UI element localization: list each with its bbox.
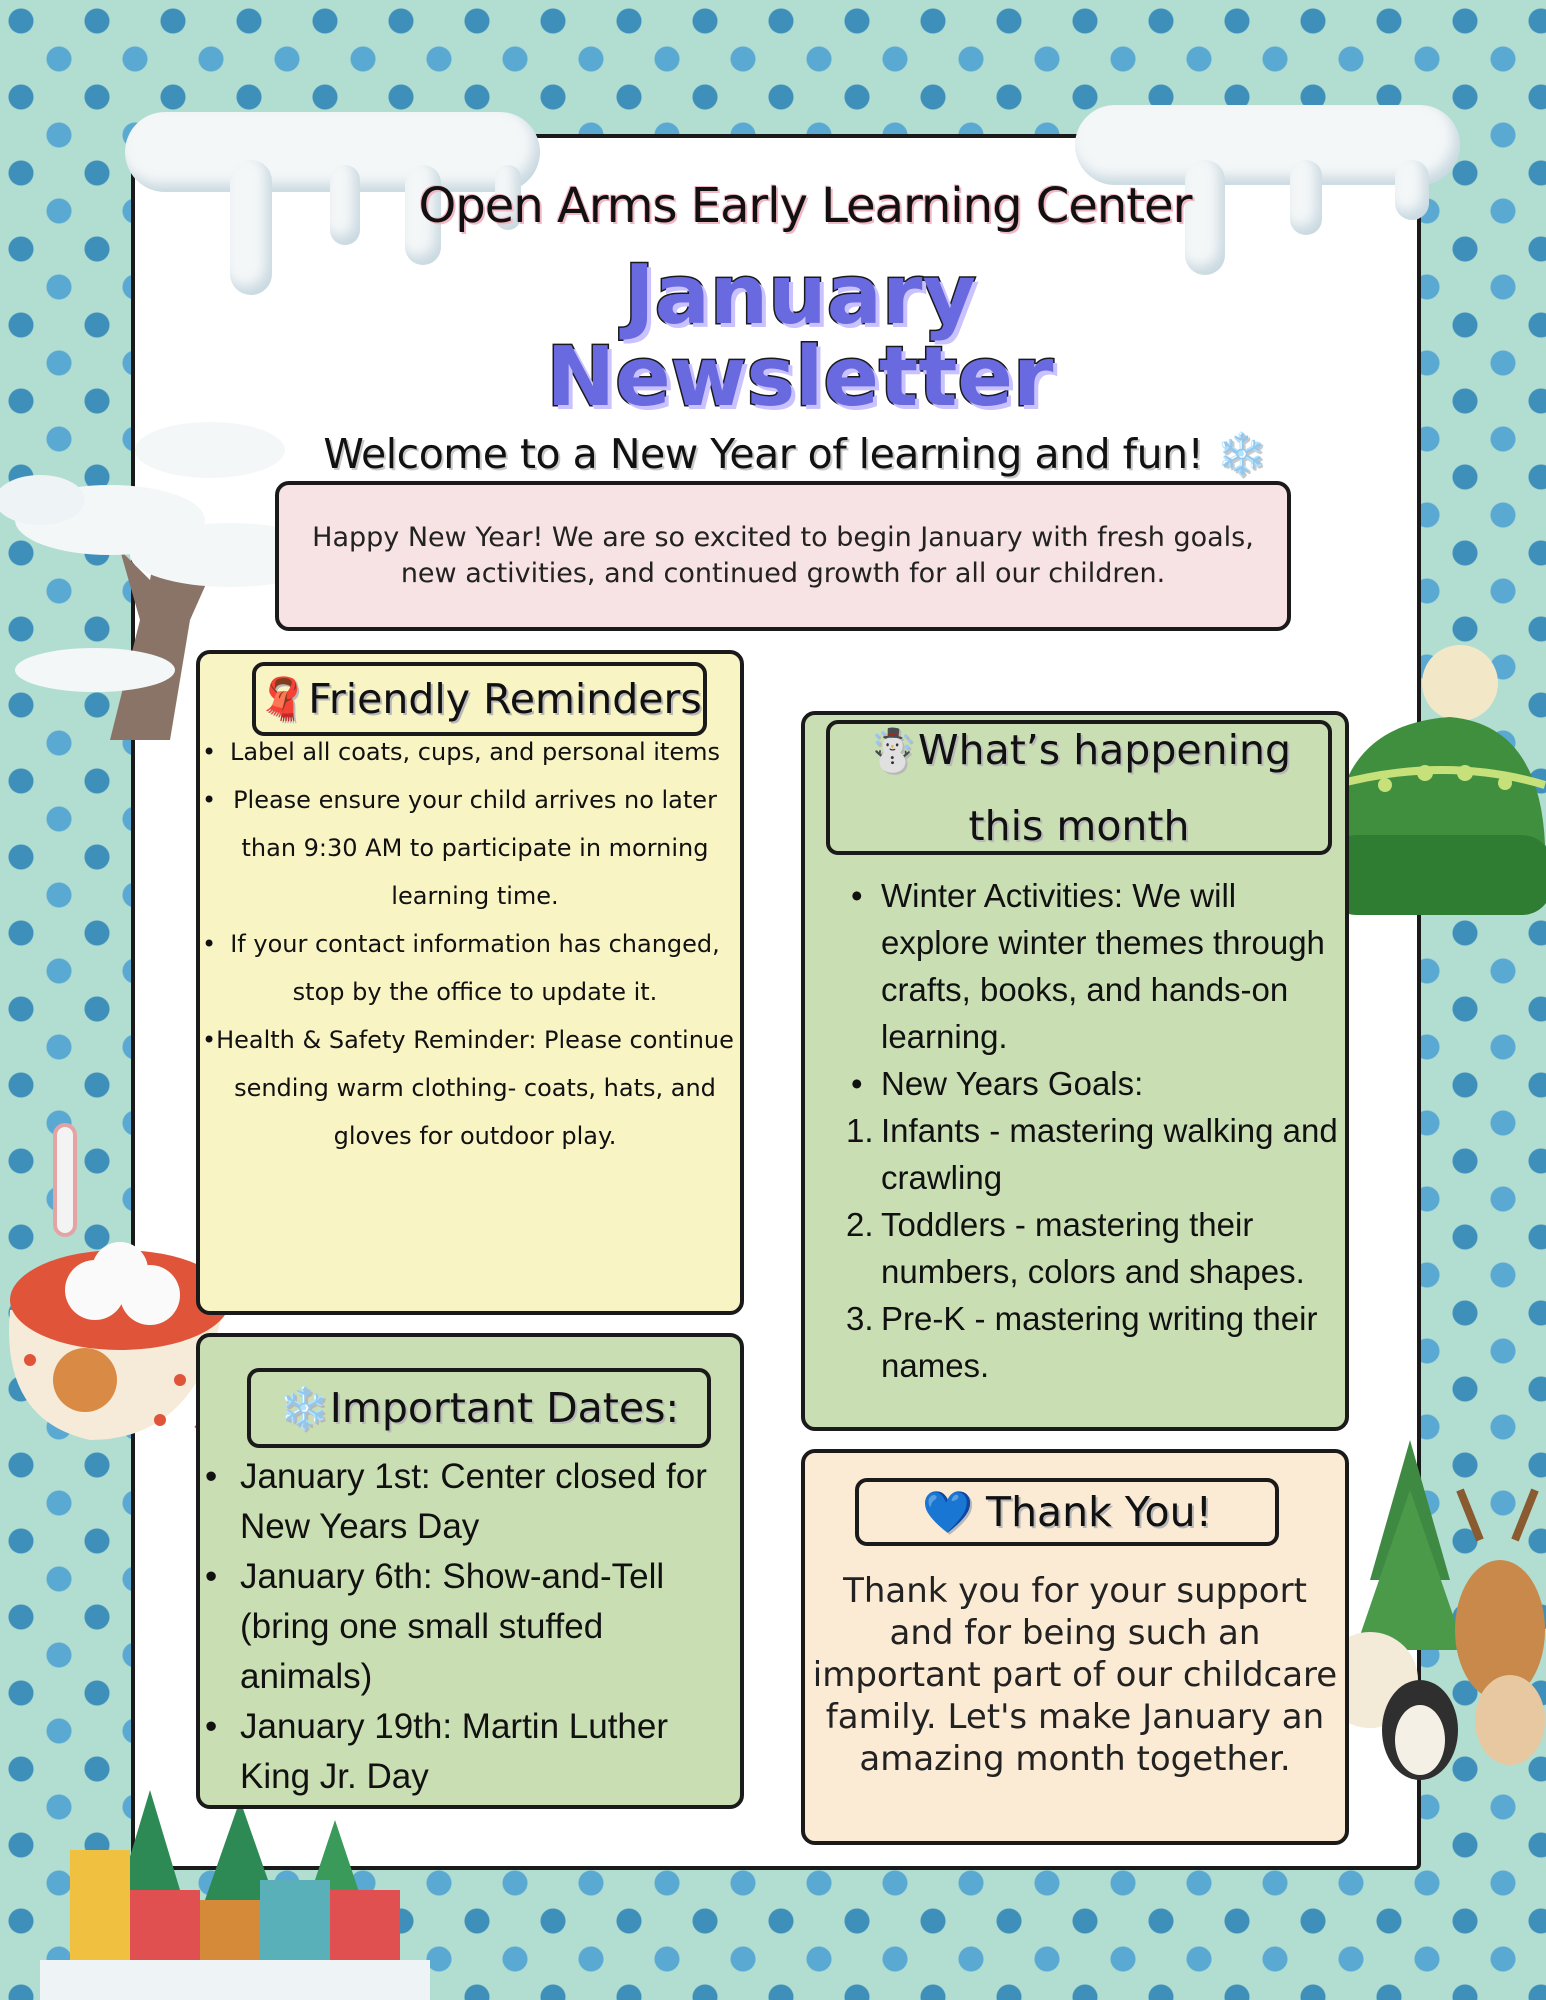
list-item: • Please ensure your child arrives no later than 9:30 AM to participate in morning learning time.: [202, 786, 717, 910]
list-item: • Winter Activities: We will explore winter themes through crafts, books, and hands-on learning.: [851, 877, 1325, 1055]
happening-heading-line1: ☃️What’s happening: [867, 725, 1291, 774]
list-item: • Label all coats, cups, and personal items: [202, 738, 720, 766]
happening-heading-line2: this month: [968, 801, 1190, 850]
thanks-heading: [855, 1478, 1279, 1546]
list-item: • January 6th: Show-and-Tell (bring one small stuffed animals): [205, 1557, 665, 1696]
dates-list: [205, 1452, 725, 1802]
happening-list: [846, 872, 1346, 1389]
list-item: • New Years Goals:: [851, 1065, 1144, 1102]
dates-heading-text: ❄️Important Dates:: [278, 1383, 680, 1432]
title-january: January: [624, 248, 976, 343]
thanks-text: Thank you for your support and for being such an important part of our childcare family. Let's make January an amazing month together.: [812, 1571, 1338, 1779]
happening-bullet: New Years Goals:: [881, 1065, 1144, 1102]
reminder-text: Please ensure your child arrives no later than 9:30 AM to participate in morning learning time.: [233, 786, 717, 910]
goal-text: Toddlers - mastering their numbers, colors and shapes.: [881, 1206, 1305, 1290]
happening-bullet: Winter Activities: We will explore winter themes through crafts, books, and hands-on learning.: [881, 877, 1325, 1055]
reminders-list: [202, 728, 745, 1160]
goal-text: Infants - mastering walking and crawling: [881, 1112, 1338, 1196]
snowy-village-decoration: [40, 1780, 430, 2000]
happening-heading: [826, 720, 1332, 855]
intro-text: Happy New Year! We are so excited to begin January with fresh goals, new activities, and continued growth for all our children.: [312, 522, 1254, 589]
list-item: • January 1st: Center closed for New Years Day: [205, 1457, 707, 1546]
goal-text: Pre-K - mastering writing their names.: [881, 1300, 1318, 1384]
welcome-line: Welcome to a New Year of learning and fun! ❄️: [323, 430, 1267, 478]
reminder-text: If your contact information has changed, stop by the office to update it.: [230, 930, 720, 1006]
dates-heading: [247, 1368, 711, 1448]
org-name: Open Arms Early Learning Center: [418, 178, 1192, 234]
reminder-text: Label all coats, cups, and personal items: [230, 738, 720, 766]
date-text: January 19th: Martin Luther King Jr. Day: [240, 1707, 669, 1796]
reminder-text: Health & Safety Reminder: Please continue sending warm clothing- coats, hats, and gloves for outdoor play.: [216, 1026, 734, 1150]
reminders-heading-text: 🧣Friendly Reminders: [257, 674, 702, 723]
list-item: 2. Toddlers - mastering their numbers, colors and shapes.: [846, 1206, 1305, 1290]
date-text: January 1st: Center closed for New Years Day: [240, 1457, 707, 1546]
intro-box: [275, 481, 1291, 631]
list-item: • Health & Safety Reminder: Please continue sending warm clothing- coats, hats, and gloves for outdoor play.: [202, 1026, 734, 1150]
title-newsletter: Newsletter: [546, 330, 1054, 425]
list-item: • If your contact information has changed, stop by the office to update it.: [202, 930, 720, 1006]
list-item: • January 19th: Martin Luther King Jr. Day: [205, 1707, 669, 1796]
date-text: January 6th: Show-and-Tell (bring one small stuffed animals): [240, 1557, 665, 1696]
list-item: 1. Infants - mastering walking and crawling: [846, 1112, 1338, 1196]
list-item: 3. Pre-K - mastering writing their names.: [846, 1300, 1318, 1384]
reminders-heading: [252, 662, 707, 736]
thanks-heading-text: 💙 Thank You!: [921, 1487, 1213, 1536]
